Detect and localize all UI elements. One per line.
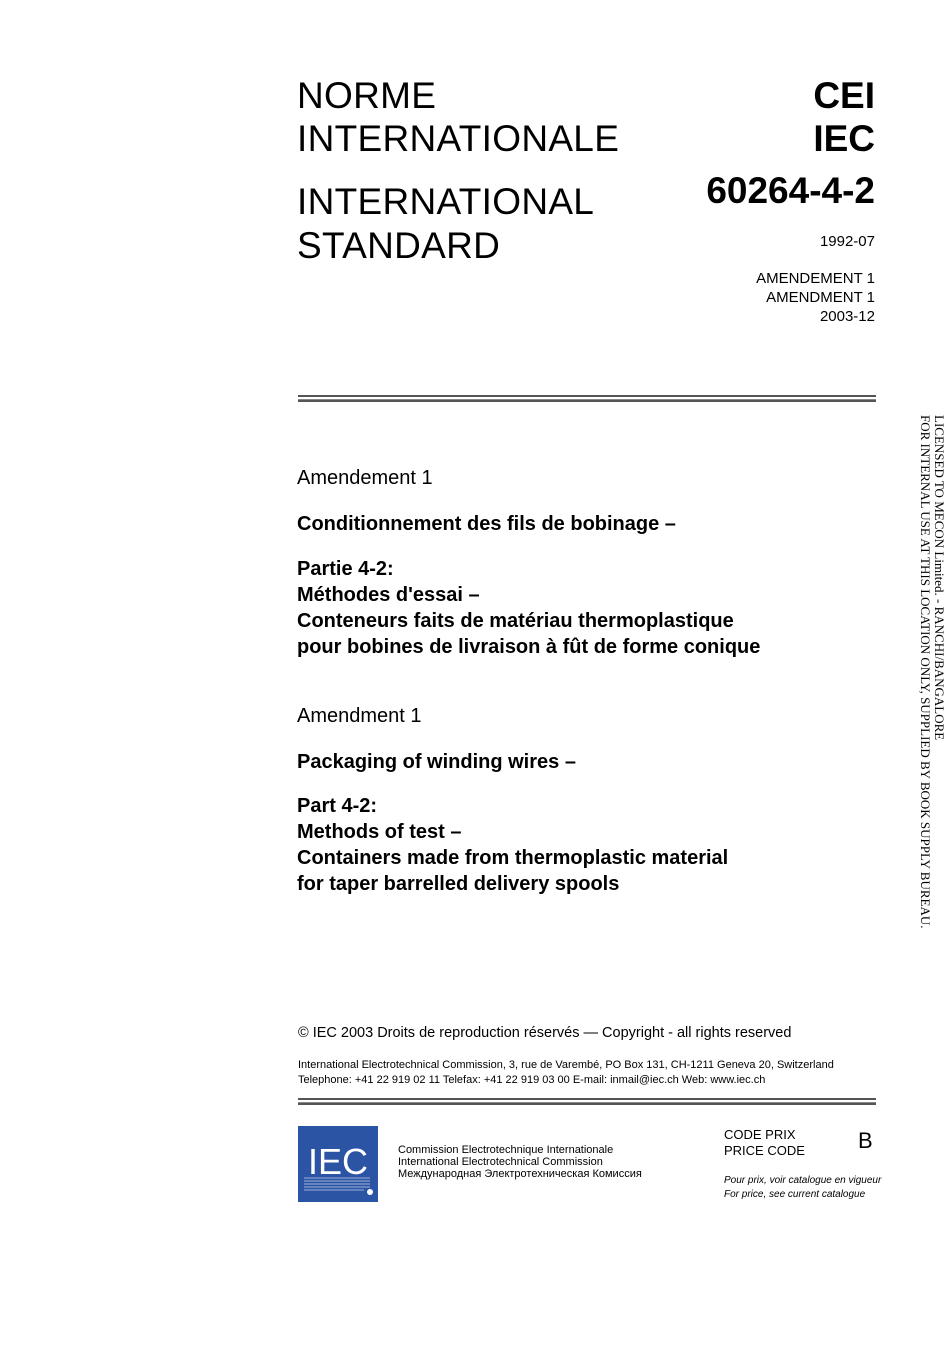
top-divider [298, 395, 876, 402]
bottom-divider [298, 1098, 876, 1105]
price-code-value: B [858, 1128, 873, 1153]
license-line-1: LICENSED TO MECON Limited. - RANCHI/BANGALORE [932, 415, 947, 741]
code-prix-label: CODE PRIX [724, 1127, 796, 1142]
french-part-line-4: pour bobines de livraison à fût de forme conique [297, 636, 761, 658]
logo-text: IEC [307, 1141, 369, 1182]
english-part-line-4: for taper barrelled delivery spools [297, 873, 620, 895]
catalogue-note-fr: Pour prix, voir catalogue en vigueur [724, 1175, 882, 1186]
amendment-info [756, 269, 875, 326]
commission-ru: Международная Электротехническая Комиссия [398, 1168, 642, 1180]
french-part-title [297, 556, 760, 660]
title-english [297, 180, 594, 268]
iec-logo [298, 1126, 378, 1202]
french-amendment-heading: Amendement 1 [297, 467, 433, 489]
commission-names [398, 1144, 642, 1180]
title-en-line-1: INTERNATIONAL [297, 181, 595, 222]
iec-address [298, 1058, 834, 1088]
catalogue-note-en: For price, see current catalogue [724, 1189, 866, 1200]
english-series-title: Packaging of winding wires – [297, 751, 576, 773]
french-series-title: Conditionnement des fils de bobinage – [297, 513, 676, 535]
title-en-line-2: STANDARD [297, 225, 501, 266]
org-code-cei: CEI [813, 75, 875, 116]
price-code-label: PRICE CODE [724, 1142, 805, 1158]
copyright-line: © IEC 2003 Droits de reproduction réservés — Copyright - all rights reserved [298, 1025, 792, 1041]
iec-logo-graphic [298, 1126, 378, 1202]
logo-dot [367, 1189, 373, 1195]
french-part-line-2: Méthodes d'essai – [297, 584, 480, 606]
title-fr-line-1: NORME [297, 75, 437, 116]
amendment-en: AMENDMENT 1 [766, 289, 875, 306]
org-codes [813, 74, 875, 160]
english-part-line-1: Part 4-2: [297, 795, 378, 817]
edition-date [820, 232, 875, 251]
price-code-labels [724, 1127, 805, 1158]
license-watermark [918, 415, 946, 928]
edition-date-text: 1992-07 [819, 233, 875, 250]
english-amendment-heading: Amendment 1 [297, 705, 422, 727]
title-french [297, 74, 619, 160]
address-line: International Electrotechnical Commission, 3, rue de Varembé, PO Box 131, CH-1211 Geneva 20, Switzerland [298, 1059, 834, 1071]
english-part-title [297, 793, 728, 897]
english-part-line-3: Containers made from thermoplastic material [297, 847, 729, 869]
contact-line: Telephone: +41 22 919 02 11 Telefax: +41 22 919 03 00 E-mail: inmail@iec.ch Web: www.iec.ch [298, 1074, 766, 1086]
amendment-fr: AMENDEMENT 1 [756, 270, 875, 287]
amendment-date: 2003-12 [819, 308, 875, 325]
catalogue-note [724, 1174, 881, 1202]
standard-number: 60264-4-2 [706, 170, 875, 211]
org-code-iec: IEC [813, 118, 875, 159]
french-part-line-3: Conteneurs faits de matériau thermoplastique [297, 610, 734, 632]
english-part-line-2: Methods of test – [297, 821, 462, 843]
title-fr-line-2: INTERNATIONALE [297, 118, 620, 159]
commission-en: International Electrotechnical Commission [398, 1156, 603, 1168]
commission-fr: Commission Electrotechnique Internationale [398, 1144, 614, 1156]
french-part-line-1: Partie 4-2: [297, 558, 394, 580]
license-line-2: FOR INTERNAL USE AT THIS LOCATION ONLY, SUPPLIED BY BOOK SUPPLY BUREAU. [918, 415, 933, 929]
